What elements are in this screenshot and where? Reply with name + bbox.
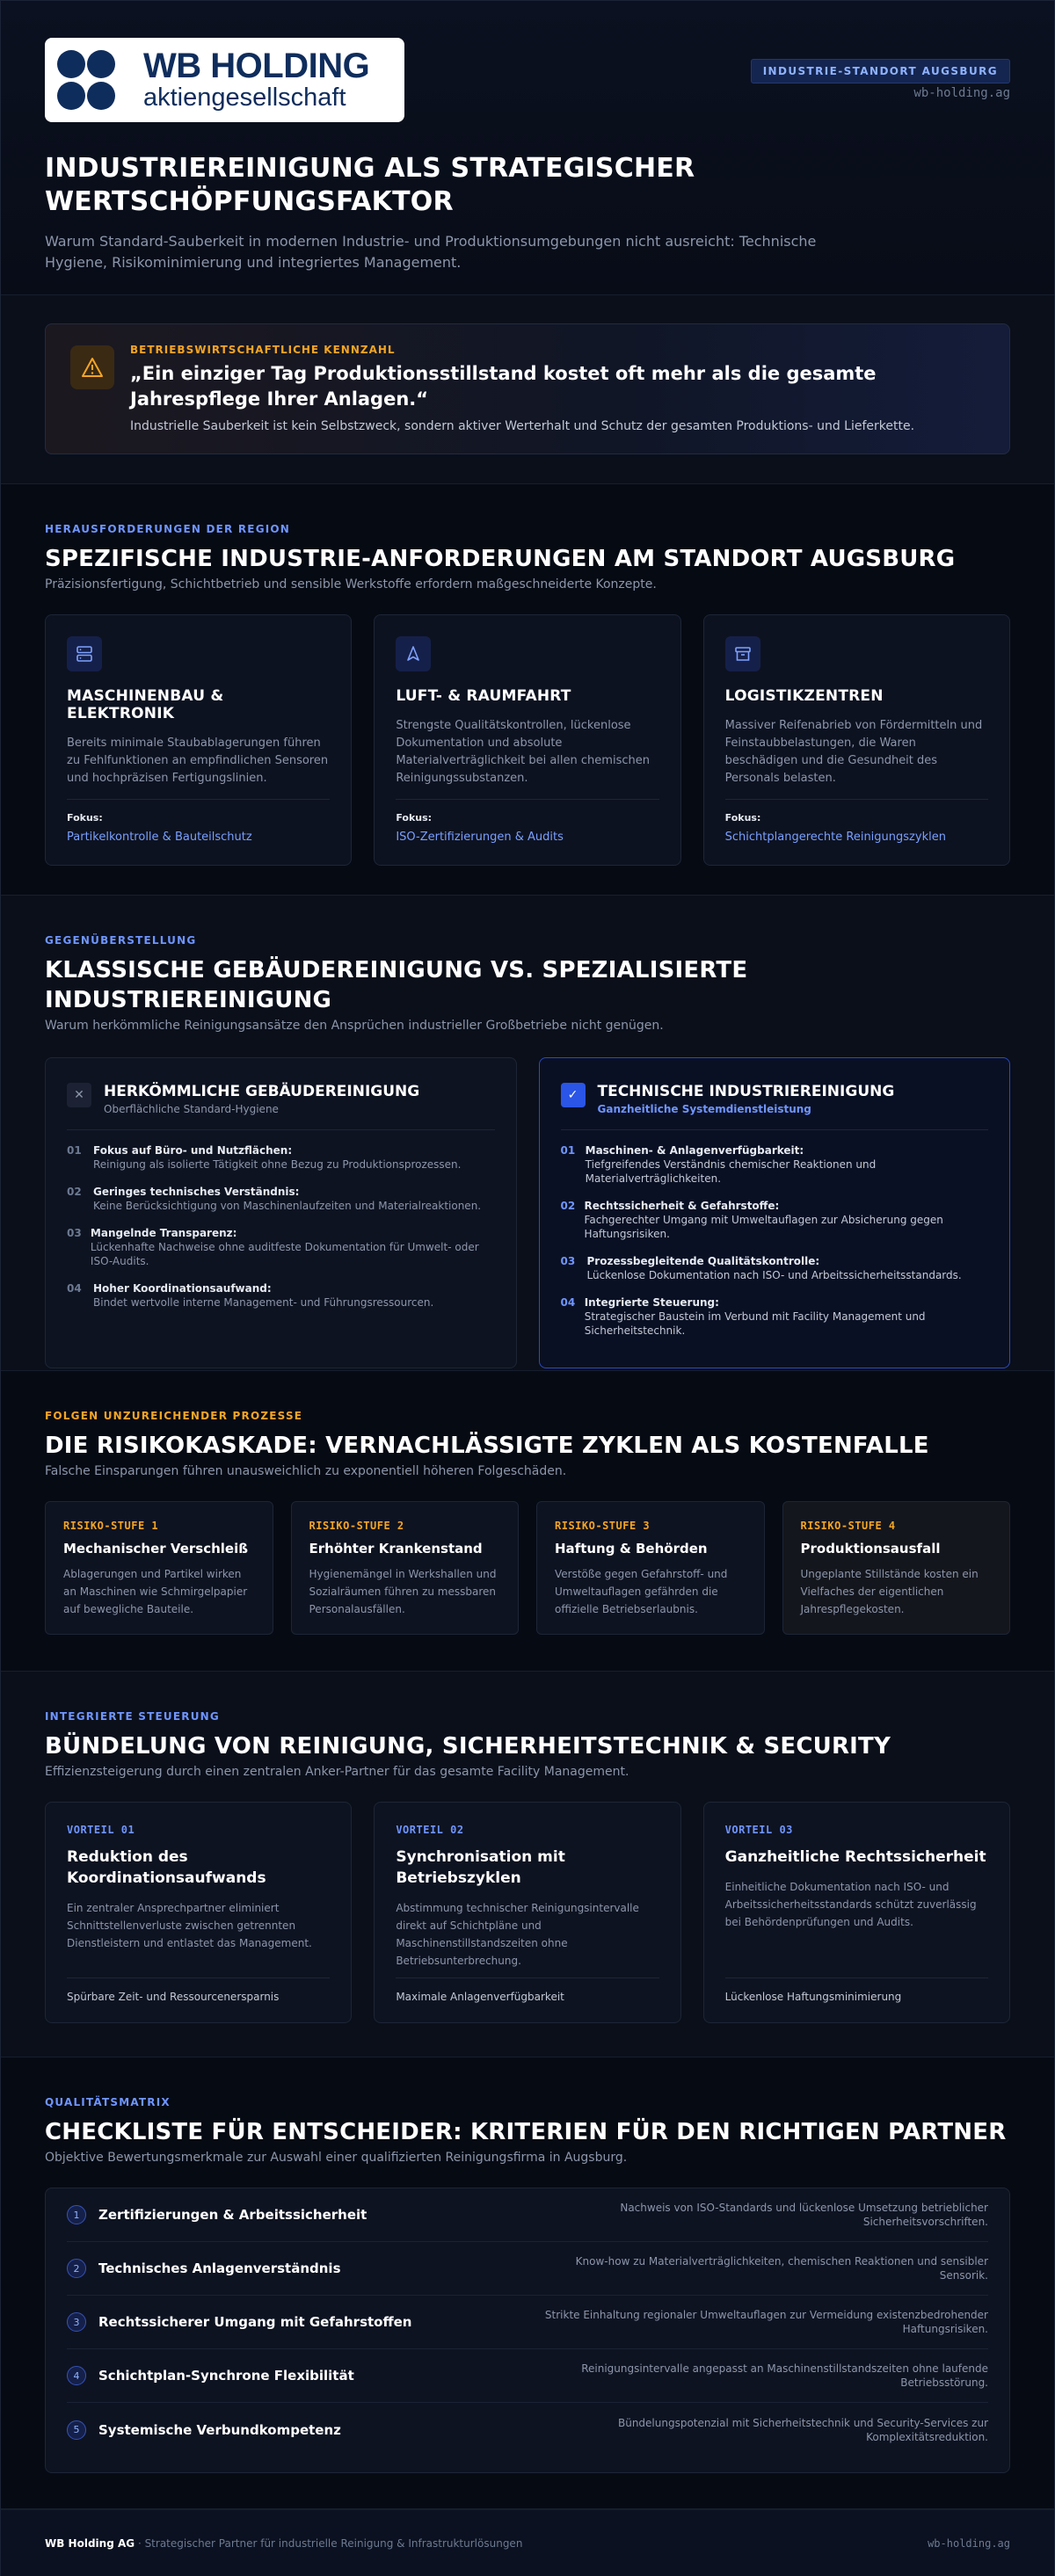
item-desc: Tiefgreifendes Verständnis chemischer Reaktionen und Materialverträglichkeiten. bbox=[585, 1158, 877, 1185]
criterion-title: Zertifizierungen & Arbeitssicherheit bbox=[98, 2207, 367, 2223]
navigation-icon bbox=[396, 636, 431, 671]
industrial-cleaning-card bbox=[539, 1057, 1011, 1368]
risk-title: Mechanischer Verschleiß bbox=[63, 1541, 249, 1556]
risk-card bbox=[782, 1501, 1011, 1635]
comparison-list bbox=[561, 1144, 989, 1338]
section-subtitle: Falsche Einsparungen führen unausweichlich zu exponentiell höheren Folgeschäden. bbox=[45, 1464, 567, 1478]
focus-label: Fokus: bbox=[724, 812, 761, 824]
header-domain-link[interactable]: wb-holding.ag bbox=[913, 86, 1010, 100]
section-title: DIE RISIKOKASKADE: VERNACHLÄSSIGTE ZYKLEN ALS KOSTENFALLE bbox=[45, 1433, 929, 1459]
advantage-card bbox=[45, 1802, 352, 2023]
item-number: 01 bbox=[67, 1144, 82, 1157]
section-eyebrow: GEGENÜBERSTELLUNG bbox=[45, 934, 197, 947]
list-item bbox=[561, 1255, 989, 1282]
risk-card bbox=[45, 1501, 273, 1635]
item-desc: Lückenhafte Nachweise ohne auditfeste Dokumentation für Umwelt- oder ISO-Audits. bbox=[90, 1241, 479, 1267]
item-number: 03 bbox=[67, 1227, 82, 1239]
kpi-text: Industrielle Sauberkeit ist kein Selbstzweck, sondern aktiver Werterhalt und Schutz der gesamten Produktions- und Lieferkette. bbox=[130, 419, 915, 433]
risk-text: Hygienemängel in Werkshallen und Sozialräumen führen zu messbaren Personalausfällen. bbox=[309, 1568, 497, 1615]
list-item bbox=[561, 1200, 989, 1241]
section-eyebrow: QUALITÄTSMATRIX bbox=[45, 2096, 171, 2108]
logo-wordmark bbox=[143, 48, 369, 112]
region-card bbox=[45, 614, 352, 866]
risk-text: Ablagerungen und Partikel wirken an Maschinen wie Schmirgelpapier auf bewegliche Bauteile. bbox=[63, 1568, 248, 1615]
list-item bbox=[67, 1282, 495, 1310]
section-eyebrow: HERAUSFORDERUNGEN DER REGION bbox=[45, 523, 291, 535]
item-desc: Lückenlose Dokumentation nach ISO- und Arbeitssicherheitsstandards. bbox=[586, 1269, 962, 1281]
row-number-badge: 4 bbox=[67, 2366, 86, 2385]
focus-value: ISO-Zertifizierungen & Audits bbox=[396, 831, 564, 844]
criterion-title: Rechtssicherer Umgang mit Gefahrstoffen bbox=[98, 2314, 412, 2330]
kpi-section bbox=[1, 295, 1054, 484]
region-card-focus bbox=[396, 799, 658, 844]
page-subtitle: Warum Standard-Sauberkeit in modernen Industrie- und Produktionsumgebungen nicht ausreicht: Technische Hygiene, Risikominimierung und integriertes Management. bbox=[45, 233, 817, 271]
section-title: CHECKLISTE FÜR ENTSCHEIDER: KRITERIEN FÜR DEN RICHTIGEN PARTNER bbox=[45, 2119, 1007, 2145]
logo-mark-icon bbox=[57, 48, 136, 112]
list-item bbox=[67, 1227, 495, 1268]
advantage-title: Synchronisation mit Betriebszyklen bbox=[396, 1848, 565, 1887]
section-subtitle: Effizienzsteigerung durch einen zentralen Anker-Partner für das gesamte Facility Management. bbox=[45, 1765, 629, 1779]
section-eyebrow: FOLGEN UNZUREICHENDER PROZESSE bbox=[45, 1410, 303, 1422]
item-title: Integrierte Steuerung: bbox=[584, 1296, 719, 1309]
comparison-list bbox=[67, 1144, 495, 1310]
focus-label: Fokus: bbox=[67, 812, 103, 824]
logo-line2: aktiengesellschaft bbox=[143, 83, 346, 112]
footer-domain-link[interactable]: wb-holding.ag bbox=[928, 2537, 1010, 2550]
advantages-section bbox=[1, 1672, 1054, 2057]
row-number-badge: 1 bbox=[67, 2205, 86, 2224]
warning-icon bbox=[70, 345, 114, 389]
section-subtitle: Warum herkömmliche Reinigungsansätze den Ansprüchen industrieller Großbetriebe nicht genügen. bbox=[45, 1019, 664, 1033]
risk-level-label: RISIKO-STUFE 1 bbox=[63, 1520, 159, 1532]
checklist-section bbox=[1, 2057, 1054, 2509]
region-card bbox=[374, 614, 680, 866]
item-number: 02 bbox=[67, 1186, 82, 1198]
checklist-row bbox=[67, 2296, 988, 2349]
item-desc: Bindet wertvolle interne Management- und Führungsressourcen. bbox=[93, 1296, 434, 1309]
risk-card bbox=[291, 1501, 520, 1635]
focus-value: Schichtplangerechte Reinigungszyklen bbox=[724, 831, 946, 844]
criterion-desc: Know-how zu Materialverträglichkeiten, chemischen Reaktionen und sensibler Sensorik. bbox=[575, 2255, 988, 2282]
advantage-benefit: Lückenlose Haftungsminimierung bbox=[725, 1977, 988, 2003]
comparison-cards bbox=[45, 1057, 1010, 1368]
footer-text bbox=[45, 2537, 522, 2550]
item-title: Hoher Koordinationsaufwand: bbox=[93, 1282, 272, 1295]
card-title: TECHNISCHE INDUSTRIEREINIGUNG bbox=[597, 1083, 895, 1100]
list-item bbox=[561, 1144, 989, 1186]
section-title: KLASSISCHE GEBÄUDEREINIGUNG VS. SPEZIALISIERTE INDUSTRIEREINIGUNG bbox=[45, 957, 748, 1013]
criterion-title: Systemische Verbundkompetenz bbox=[98, 2421, 341, 2438]
advantage-card bbox=[703, 1802, 1010, 2023]
checklist-row bbox=[67, 2242, 988, 2296]
advantage-text: Ein zentraler Ansprechpartner eliminiert Schnittstellenverluste zwischen getrennten Dienstleistern und entlastet das Management. bbox=[67, 1902, 312, 1949]
comparison-section bbox=[1, 896, 1054, 1371]
card-subtitle: Oberflächliche Standard-Hygiene bbox=[104, 1103, 279, 1115]
server-icon bbox=[67, 636, 102, 671]
risk-section bbox=[1, 1371, 1054, 1672]
advantage-title: Ganzheitliche Rechtssicherheit bbox=[724, 1848, 986, 1866]
section-subtitle: Objektive Bewertungsmerkmale zur Auswahl einer qualifizierten Reinigungsfirma in Augsburg. bbox=[45, 2151, 628, 2165]
close-icon: ✕ bbox=[67, 1083, 91, 1107]
item-number: 01 bbox=[560, 1144, 576, 1157]
item-desc: Fachgerechter Umgang mit Umweltauflagen zur Absicherung gegen Haftungsrisiken. bbox=[584, 1214, 943, 1240]
item-desc: Reinigung als isolierte Tätigkeit ohne Bezug zu Produktionsprozessen. bbox=[93, 1158, 462, 1171]
region-card-title: LUFT- & RAUMFAHRT bbox=[396, 687, 571, 705]
advantage-benefit: Maximale Anlagenverfügbarkeit bbox=[396, 1977, 658, 2003]
checklist-row bbox=[67, 2403, 988, 2456]
region-section bbox=[1, 484, 1054, 896]
list-item bbox=[67, 1186, 495, 1213]
item-number: 02 bbox=[560, 1200, 576, 1212]
item-title: Rechtssicherheit & Gefahrstoffe: bbox=[584, 1200, 780, 1212]
risk-level-label: RISIKO-STUFE 2 bbox=[309, 1520, 404, 1532]
list-item bbox=[67, 1144, 495, 1172]
risk-title: Erhöhter Krankenstand bbox=[309, 1541, 483, 1556]
row-number-badge: 3 bbox=[67, 2312, 86, 2332]
row-number-badge: 2 bbox=[67, 2259, 86, 2278]
section-subtitle: Präzisionsfertigung, Schichtbetrieb und sensible Werkstoffe erfordern maßgeschneiderte Konzepte. bbox=[45, 577, 657, 591]
advantage-label: VORTEIL 02 bbox=[396, 1824, 464, 1836]
criterion-title: Technisches Anlagenverständnis bbox=[98, 2260, 341, 2276]
advantage-text: Abstimmung technischer Reinigungsintervalle direkt auf Schichtpläne und Maschinenstillstandszeiten ohne Betriebsunterbrechung. bbox=[396, 1902, 639, 1967]
risk-level-label: RISIKO-STUFE 4 bbox=[800, 1520, 896, 1532]
item-number: 04 bbox=[560, 1296, 576, 1309]
advantage-label: VORTEIL 01 bbox=[67, 1824, 135, 1836]
focus-label: Fokus: bbox=[396, 812, 433, 824]
advantage-text: Einheitliche Dokumentation nach ISO- und Arbeitssicherheitsstandards schützt zuverlässig bei Behördenprüfungen und Audits. bbox=[724, 1881, 977, 1928]
checklist-table bbox=[45, 2188, 1010, 2473]
risk-cards bbox=[45, 1501, 1010, 1635]
region-card-text: Strengste Qualitätskontrollen, lückenlose Dokumentation und absolute Materialverträglichkeit bei allen chemischen Reinigungssubstanzen. bbox=[396, 719, 650, 785]
item-number: 04 bbox=[67, 1282, 82, 1295]
page-footer bbox=[1, 2509, 1054, 2576]
item-title: Prozessbegleitende Qualitätskontrolle: bbox=[586, 1255, 820, 1267]
region-card-focus bbox=[67, 799, 330, 844]
advantage-label: VORTEIL 03 bbox=[724, 1824, 793, 1836]
criterion-desc: Nachweis von ISO-Standards und lückenlose Umsetzung betrieblicher Sicherheitsvorschriften. bbox=[620, 2202, 988, 2228]
kpi-quote: „Ein einziger Tag Produktionsstillstand kostet oft mehr als die gesamte Jahrespflege Ihrer Anlagen.“ bbox=[130, 363, 877, 410]
kpi-label: BETRIEBSWIRTSCHAFTLICHE KENNZAHL bbox=[130, 344, 396, 356]
criterion-desc: Reinigungsintervalle angepasst an Maschinenstillstandszeiten ohne laufende Betriebsstörung. bbox=[581, 2362, 988, 2389]
region-cards bbox=[45, 614, 1010, 866]
risk-text: Ungeplante Stillstände kosten ein Vielfaches der eigentlichen Jahrespflegekosten. bbox=[800, 1568, 979, 1615]
row-number-badge: 5 bbox=[67, 2420, 86, 2440]
section-eyebrow: INTEGRIERTE STEUERUNG bbox=[45, 1710, 220, 1723]
risk-text: Verstöße gegen Gefahrstoff- und Umweltauflagen gefährden die offizielle Betriebserlaubnis. bbox=[555, 1568, 728, 1615]
risk-title: Produktionsausfall bbox=[800, 1541, 941, 1556]
risk-title: Haftung & Behörden bbox=[555, 1541, 708, 1556]
section-title: SPEZIFISCHE INDUSTRIE-ANFORDERUNGEN AM STANDORT AUGSBURG bbox=[45, 546, 956, 572]
archive-icon bbox=[725, 636, 760, 671]
criterion-desc: Bündelungspotenzial mit Sicherheitstechnik und Security-Services zur Komplexitätsreduktion. bbox=[617, 2416, 988, 2443]
footer-tagline: · Strategischer Partner für industrielle Reinigung & Infrastrukturlösungen bbox=[135, 2537, 523, 2550]
page-title: INDUSTRIEREINIGUNG ALS STRATEGISCHER WERTSCHÖPFUNGSFAKTOR bbox=[45, 153, 695, 217]
region-card-title: MASCHINENBAU & ELEKTRONIK bbox=[67, 687, 224, 722]
item-title: Mangelnde Transparenz: bbox=[90, 1227, 237, 1239]
footer-brand: WB Holding AG bbox=[45, 2537, 135, 2550]
check-icon: ✓ bbox=[561, 1083, 586, 1107]
card-subtitle: Ganzheitliche Systemdienstleistung bbox=[597, 1103, 811, 1115]
region-card bbox=[703, 614, 1010, 866]
item-title: Geringes technisches Verständnis: bbox=[93, 1186, 300, 1198]
item-title: Fokus auf Büro- und Nutzflächen: bbox=[93, 1144, 293, 1157]
region-card-text: Massiver Reifenabrieb von Fördermitteln und Feinstaubbelastungen, die Waren beschädigen und die Gesundheit des Personals belasten. bbox=[724, 719, 983, 785]
checklist-row bbox=[67, 2188, 988, 2242]
item-desc: Strategischer Baustein im Verbund mit Facility Management und Sicherheitstechnik. bbox=[584, 1310, 926, 1337]
criterion-desc: Strikte Einhaltung regionaler Umweltauflagen zur Vermeidung existenzbedrohender Haftungsrisiken. bbox=[544, 2309, 988, 2335]
item-number: 03 bbox=[560, 1255, 576, 1267]
card-header bbox=[561, 1083, 989, 1130]
item-desc: Keine Berücksichtigung von Maschinenlaufzeiten und Materialreaktionen. bbox=[93, 1200, 482, 1212]
conventional-cleaning-card bbox=[45, 1057, 517, 1368]
criterion-title: Schichtplan-Synchrone Flexibilität bbox=[98, 2368, 354, 2384]
region-card-title: LOGISTIKZENTREN bbox=[724, 687, 884, 705]
kpi-callout bbox=[45, 323, 1010, 454]
logo-line1: WB HOLDING bbox=[143, 47, 370, 85]
item-title: Maschinen- & Anlagenverfügbarkeit: bbox=[585, 1144, 804, 1157]
section-title: BÜNDELUNG VON REINIGUNG, SICHERHEITSTECHNIK & SECURITY bbox=[45, 1733, 891, 1760]
risk-card bbox=[536, 1501, 765, 1635]
region-card-focus bbox=[725, 799, 988, 844]
focus-value: Partikelkontrolle & Bauteilschutz bbox=[67, 831, 252, 844]
page-header bbox=[1, 1, 1054, 295]
region-card-text: Bereits minimale Staubablagerungen führen zu Fehlfunktionen an empfindlichen Sensoren und hochpräzisen Fertigungslinien. bbox=[67, 737, 329, 785]
advantage-cards bbox=[45, 1802, 1010, 2023]
advantage-card bbox=[374, 1802, 680, 2023]
advantage-title: Reduktion des Koordinationsaufwands bbox=[67, 1848, 266, 1887]
checklist-row bbox=[67, 2349, 988, 2403]
card-title: HERKÖMMLICHE GEBÄUDEREINIGUNG bbox=[104, 1083, 420, 1100]
list-item bbox=[561, 1296, 989, 1338]
company-logo[interactable] bbox=[45, 38, 404, 122]
card-header bbox=[67, 1083, 495, 1130]
location-badge: INDUSTRIE-STANDORT AUGSBURG bbox=[751, 59, 1010, 83]
risk-level-label: RISIKO-STUFE 3 bbox=[555, 1520, 651, 1532]
advantage-benefit: Spürbare Zeit- und Ressourcenersparnis bbox=[67, 1977, 330, 2003]
